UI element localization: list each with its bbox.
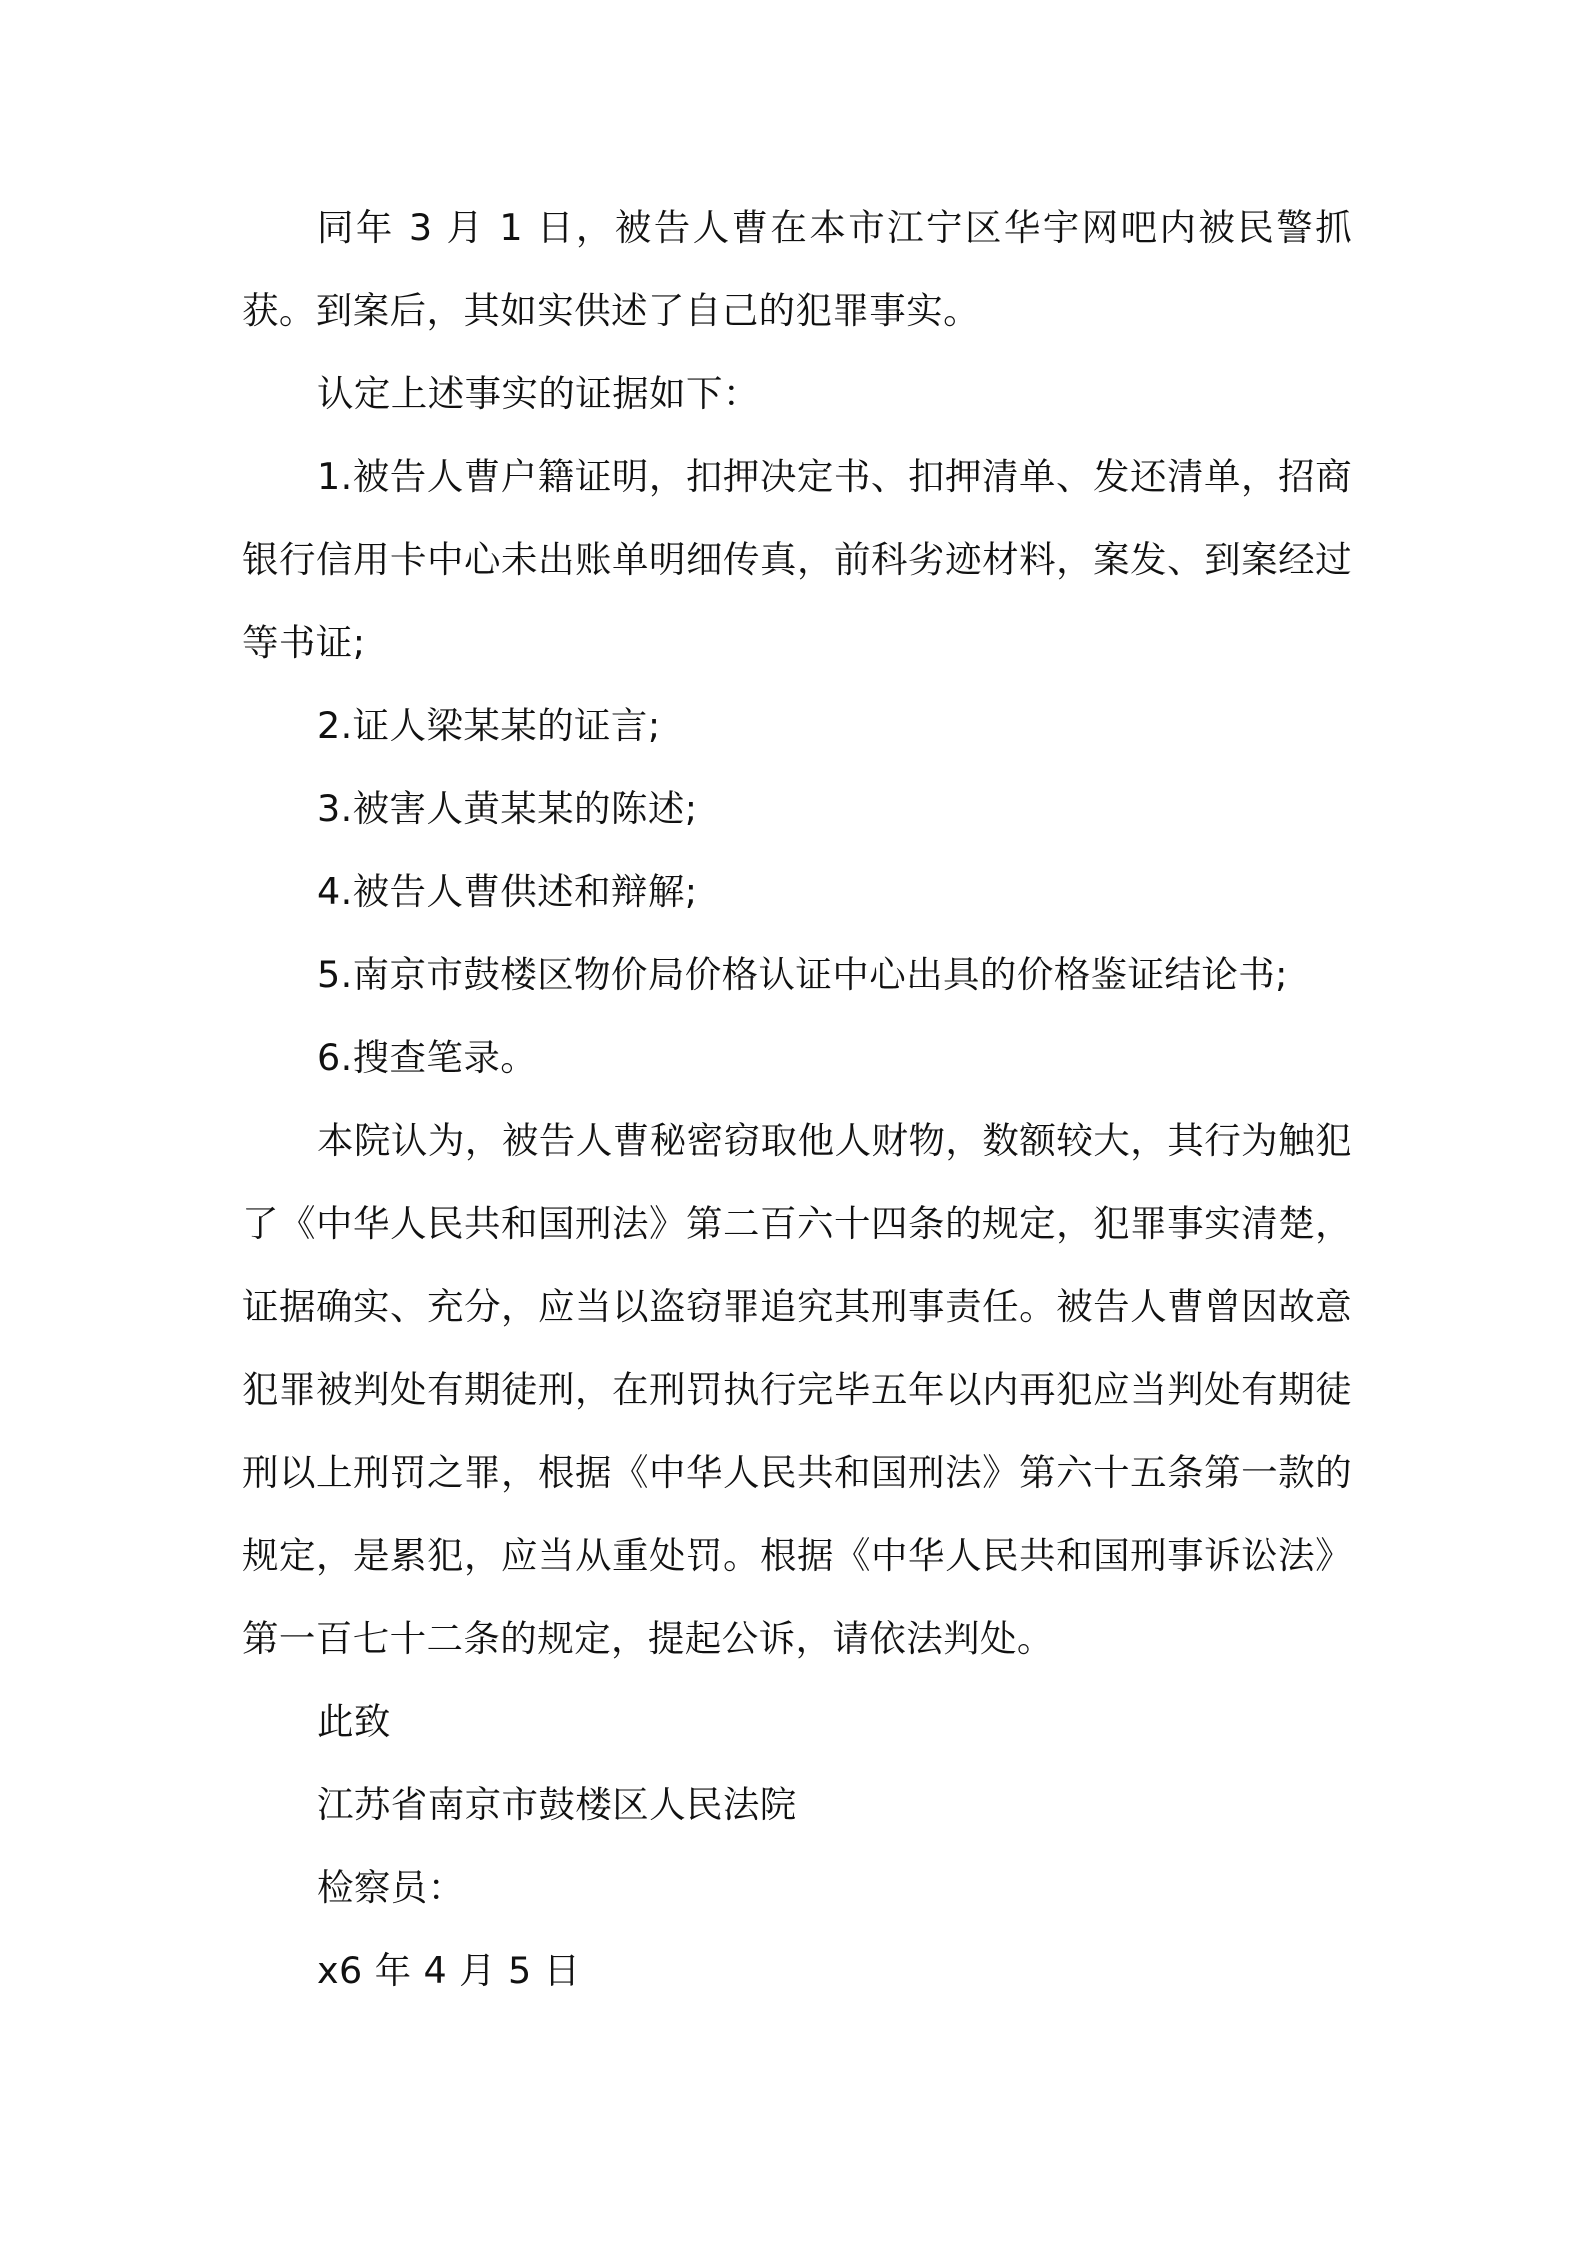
evidence-item-2: 2.证人梁某某的证言; [317,704,661,747]
closing-prosecutor-label: 检察员： [317,1866,465,1909]
evidence-item-1: 1.被告人曹户籍证明，扣押决定书、扣押清单、发还清单，招商银行信用卡中心未出账单明细传真，前科劣迹材料，案发、到案经过等书证; [242,455,1352,664]
closing-date: x6 年 4 月 5 日 [317,1949,581,1992]
evidence-item-6: 6.搜查笔录。 [317,1036,538,1079]
evidence-item-5: 5.南京市鼓楼区物价局价格认证中心出具的价格鉴证结论书; [317,953,1288,996]
closing-court: 江苏省南京市鼓楼区人民法院 [317,1783,797,1826]
closing-salutation: 此致 [317,1700,391,1743]
paragraph-court-opinion: 本院认为，被告人曹秘密窃取他人财物，数额较大，其行为触犯了《中华人民共和国刑法》第二百六十四条的规定，犯罪事实清楚，证据确实、充分，应当以盗窃罪追究其刑事责任。被告人曹曾因故意犯罪被判处有期徒刑，在刑罚执行完毕五年以内再犯应当判处有期徒刑以上刑罚之罪，根据《中华人民共和国刑法》第六十五条第一款的规定，是累犯，应当从重处罚。根据《中华人民共和国刑事诉讼法》第一百七十二条的规定，提起公诉，请依法判处。 [242,1119,1352,1660]
evidence-item-3: 3.被害人黄某某的陈述; [317,787,698,830]
paragraph-arrest: 同年 3 月 1 日，被告人曹在本市江宁区华宇网吧内被民警抓获。到案后，其如实供述了自己的犯罪事实。 [242,206,1352,332]
evidence-item-4: 4.被告人曹供述和辩解; [317,870,698,913]
paragraph-evidence-intro: 认定上述事实的证据如下： [317,372,760,415]
document-body [242,186,1352,2012]
